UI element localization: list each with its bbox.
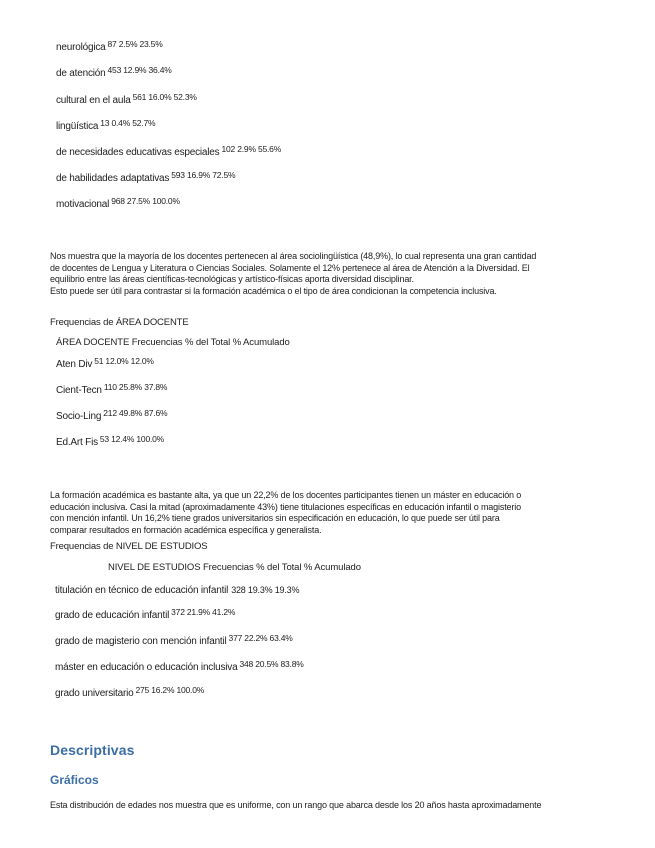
row-values: 348 20.5% 83.8% xyxy=(239,659,304,669)
row-label: de atención xyxy=(56,68,106,79)
row-values: 13 0.4% 52.7% xyxy=(100,118,156,128)
row-label: Aten Div xyxy=(56,359,93,370)
row-values: 561 16.0% 52.3% xyxy=(132,92,197,102)
paragraph-nivel-estudios xyxy=(50,490,521,537)
paragraph-line: con mención infantil. Un 16,2% tiene grados universitarios sin especificación en educación, lo que puede ser útil para xyxy=(50,513,500,524)
table-row xyxy=(56,65,172,79)
table-header: ÁREA DOCENTE Frecuencias % del Total % Acumulado xyxy=(56,337,290,348)
paragraph-line: educación inclusiva. Casi la mitad (aproximadamente 43%) tiene titulaciones específicas en educación infantil o magisterio xyxy=(50,501,521,512)
row-label: grado de educación infantil xyxy=(55,610,170,621)
table-row xyxy=(56,382,168,396)
section-paragraph: Esta distribución de edades nos muestra que es uniforme, con un rango que abarca desde los 20 años hasta aproximadamente xyxy=(50,800,542,810)
table-row xyxy=(55,659,304,673)
row-values: 372 21.9% 41.2% xyxy=(171,607,236,617)
paragraph-area-docente xyxy=(50,251,536,298)
table-row xyxy=(55,685,205,699)
row-values: 110 25.8% 37.8% xyxy=(103,382,168,392)
row-values: 328 19.3% 19.3% xyxy=(231,585,300,595)
row-values: 968 27.5% 100.0% xyxy=(111,196,180,206)
section-subheading: Gráficos xyxy=(50,773,99,787)
row-label: de habilidades adaptativas xyxy=(56,173,170,184)
row-label: máster en educación o educación inclusiva xyxy=(55,662,238,673)
row-label: de necesidades educativas especiales xyxy=(56,147,220,158)
table-row xyxy=(56,144,282,158)
row-label: Cient-Tecn xyxy=(56,385,102,396)
row-label: Socio-Ling xyxy=(56,411,102,422)
row-values: 212 49.8% 87.6% xyxy=(103,408,168,418)
row-label: lingüística xyxy=(56,121,99,132)
table-row xyxy=(55,607,236,621)
row-values: 87 2.5% 23.5% xyxy=(107,39,163,49)
section-heading: Descriptivas xyxy=(50,742,135,758)
paragraph-line: equilibrio entre las áreas científicas-tecnológicas y artístico-físicas aporta diversidad disciplinar. xyxy=(50,274,414,285)
paragraph-line: Nos muestra que la mayoría de los docentes pertenecen al área sociolingüística (48,9%), lo cual representa una gran cantidad xyxy=(50,251,537,261)
row-values: 51 12.0% 12.0% xyxy=(94,356,154,366)
row-label: titulación en técnico de educación infantil xyxy=(55,585,229,596)
row-label: motivacional xyxy=(56,199,110,210)
paragraph-line: Esto puede ser útil para contrastar si la formación académica o el tipo de área condicionan la competencia inclusiva. xyxy=(50,286,497,297)
table-caption: Frequencias de ÁREA DOCENTE xyxy=(50,317,189,328)
table-row xyxy=(56,39,163,53)
row-label: neurológica xyxy=(56,42,106,53)
table-row xyxy=(55,585,299,596)
table-row xyxy=(56,434,165,448)
table-row xyxy=(56,196,180,210)
row-label: cultural en el aula xyxy=(56,95,131,106)
row-values: 275 16.2% 100.0% xyxy=(135,685,205,695)
table-row xyxy=(55,633,293,647)
paragraph-line: La formación académica es bastante alta, ya que un 22,2% de los docentes participantes tienen un máster en educación o xyxy=(50,490,522,500)
row-values: 102 2.9% 55.6% xyxy=(221,144,282,154)
table-caption: Frequencias de NIVEL DE ESTUDIOS xyxy=(50,541,208,552)
table-row xyxy=(56,92,197,106)
table-row xyxy=(56,356,154,370)
row-values: 377 22.2% 63.4% xyxy=(228,633,293,643)
table-header: NIVEL DE ESTUDIOS Frecuencias % del Total % Acumulado xyxy=(108,562,361,573)
paragraph-line: comparar resultados en formación académica específica y generalista. xyxy=(50,525,322,536)
paragraph-line: de docentes de Lengua y Literatura o Ciencias Sociales. Solamente el 12% pertenece al área de Atención a la Diversidad. El xyxy=(50,262,530,273)
row-label: Ed.Art Fis xyxy=(56,437,98,448)
row-values: 593 16.9% 72.5% xyxy=(171,170,236,180)
row-values: 53 12.4% 100.0% xyxy=(99,434,165,444)
table-row xyxy=(56,118,156,132)
row-values: 453 12.9% 36.4% xyxy=(107,65,172,75)
table-row xyxy=(56,408,168,422)
row-label: grado universitario xyxy=(55,688,134,699)
row-label: grado de magisterio con mención infantil xyxy=(55,636,227,647)
table-row xyxy=(56,170,236,184)
